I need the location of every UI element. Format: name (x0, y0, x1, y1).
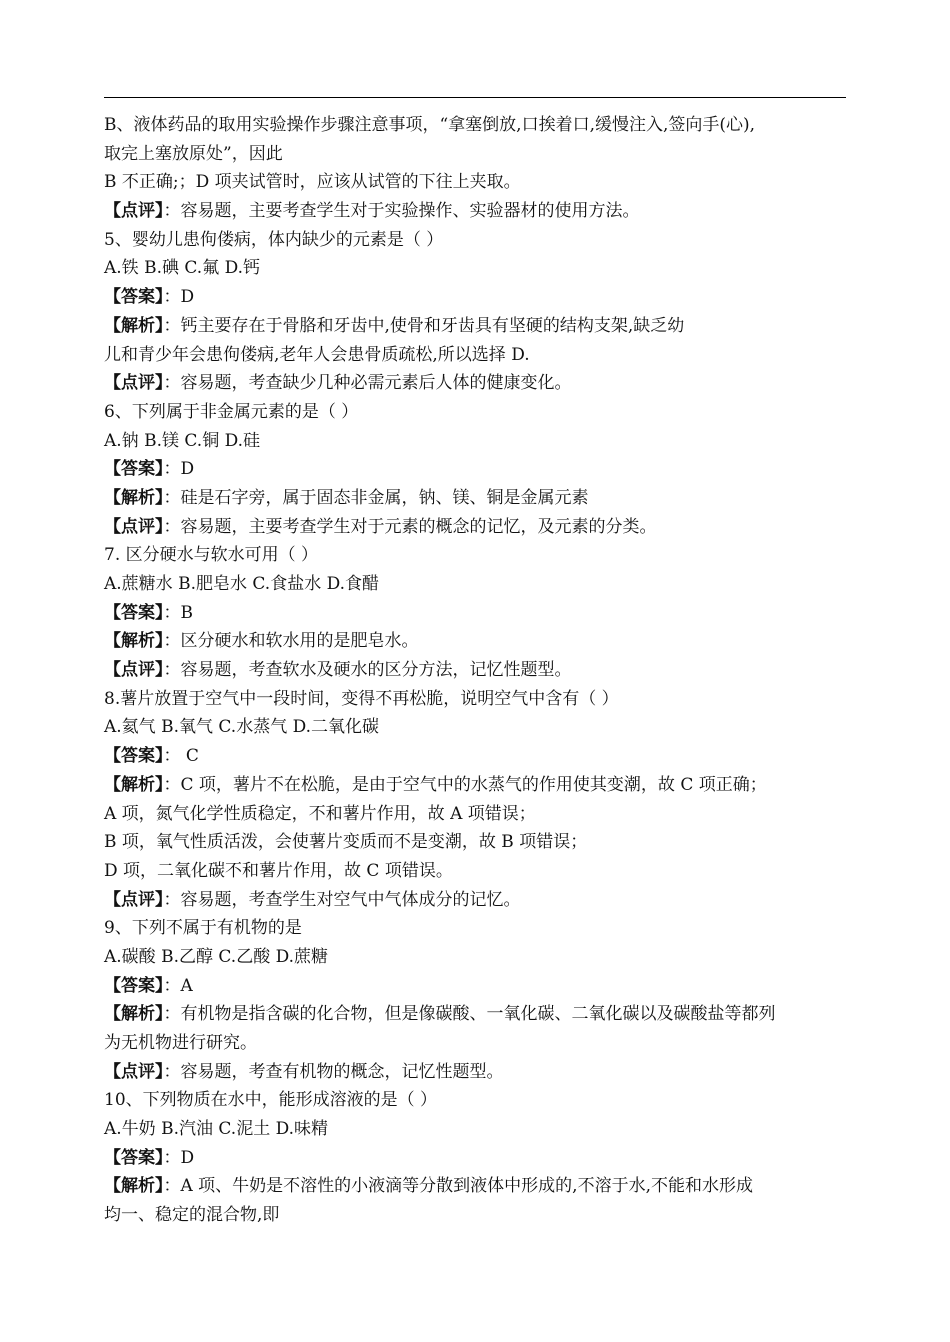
text-line: 【答案】： C (104, 746, 199, 767)
text-line: 【解析】：硅是石字旁，属于固态非金属，钠、镁、铜是金属元素 (104, 487, 589, 508)
text-line: 为无机物进行研究。 (104, 1033, 257, 1053)
text-line: 【点评】：容易题，主要考查学生对于元素的概念的记忆，及元素的分类。 (104, 516, 657, 537)
section-tag: 【解析】 (104, 1176, 164, 1197)
section-tag: 【答案】 (104, 746, 164, 767)
text-line: A.碳酸 B.乙醇 C.乙酸 D.蔗糖 (104, 946, 329, 967)
text-line: B 不正确;；D 项夹试管时，应该从试管的下往上夹取。 (104, 172, 521, 193)
text-line: 【点评】：容易题，考查有机物的概念，记忆性题型。 (104, 1061, 504, 1082)
text-line: 【点评】：容易题，考查软水及硬水的区分方法，记忆性题型。 (104, 660, 572, 681)
text-line: 【解析】：A 项、牛奶是不溶性的小液滴等分散到液体中形成的,不溶于水,不能和水形成 (104, 1176, 753, 1197)
text-line: 均一、稳定的混合物,即 (104, 1205, 280, 1226)
text-line: B、液体药品的取用实验操作步骤注意事项，“拿塞倒放,口挨着口,缓慢注入,签向手(心), (104, 115, 756, 135)
section-tag: 【点评】 (104, 889, 164, 910)
text-line: 【解析】：区分硬水和软水用的是肥皂水。 (104, 631, 419, 652)
text-line: 5、婴幼儿患佝偻病，体内缺少的元素是（ ） (104, 229, 444, 250)
section-tag: 【解析】 (104, 774, 164, 795)
text-line: 【解析】：C 项，薯片不在松脆，是由于空气中的水蒸气的作用使其变潮，故 C 项正确； (104, 774, 767, 795)
text-line: 7. 区分硬水与软水可用（ ） (104, 545, 319, 566)
section-tag: 【答案】 (104, 287, 164, 308)
text-line: A.蔗糖水 B.肥皂水 C.食盐水 D.食醋 (104, 574, 380, 594)
section-tag: 【答案】 (104, 602, 164, 623)
text-line: 【答案】：D (104, 287, 195, 308)
text-line: 10、下列物质在水中，能形成溶液的是（ ） (104, 1090, 438, 1111)
text-line: A.牛奶 B.汽油 C.泥土 D.味精 (104, 1119, 329, 1140)
text-line: 【点评】：容易题，考查缺少几种必需元素后人体的健康变化。 (104, 373, 572, 394)
text-line: B 项，氧气性质活泼，会使薯片变质而不是变潮，故 B 项错误； (104, 832, 588, 853)
section-tag: 【解析】 (104, 487, 164, 508)
text-line: 6、下列属于非金属元素的是（ ） (104, 401, 359, 422)
section-tag: 【解析】 (104, 1004, 164, 1025)
text-line: A 项，氮气化学性质稳定，不和薯片作用，故 A 项错误； (104, 803, 536, 824)
section-tag: 【点评】 (104, 1061, 164, 1082)
text-line: 8.薯片放置于空气中一段时间，变得不再松脆，说明空气中含有（ ） (104, 688, 619, 709)
text-line: A.钠 B.镁 C.铜 D.硅 (104, 430, 261, 451)
text-line: 【答案】：D (104, 1147, 195, 1168)
text-line: A.氦气 B.氧气 C.水蒸气 D.二氧化碳 (104, 717, 380, 738)
text-line: 【解析】：有机物是指含碳的化合物，但是像碳酸、一氧化碳、二氧化碳以及碳酸盐等都列 (104, 1004, 776, 1025)
section-tag: 【点评】 (104, 516, 164, 537)
section-tag: 【点评】 (104, 201, 164, 222)
text-line: 取完上塞放原处”，因此 (104, 143, 283, 164)
section-tag: 【解析】 (104, 315, 164, 336)
text-line: 【答案】：A (104, 975, 193, 996)
text-line: 【点评】：容易题，主要考查学生对于实验操作、实验器材的使用方法。 (104, 201, 640, 222)
text-line: 【点评】：容易题，考查学生对空气中气体成分的记忆。 (104, 889, 521, 910)
text-line: 儿和青少年会患佝偻病,老年人会患骨质疏松,所以选择 D. (104, 344, 530, 365)
section-tag: 【点评】 (104, 660, 164, 681)
document-body (104, 111, 854, 1230)
section-tag: 【答案】 (104, 1147, 164, 1168)
text-line: 【解析】：钙主要存在于骨胳和牙齿中,使骨和牙齿具有坚硬的结构支架,缺乏幼 (104, 315, 685, 336)
header-rule (104, 97, 846, 98)
text-line: 【答案】：B (104, 602, 193, 623)
section-tag: 【点评】 (104, 373, 164, 394)
text-line: 【答案】：D (104, 459, 195, 480)
text-line: D 项，二氧化碳不和薯片作用，故 C 项错误。 (104, 860, 453, 881)
text-line: A.铁 B.碘 C.氟 D.钙 (104, 258, 261, 279)
text-line: 9、下列不属于有机物的是 (104, 918, 302, 939)
section-tag: 【解析】 (104, 631, 164, 652)
section-tag: 【答案】 (104, 459, 164, 480)
section-tag: 【答案】 (104, 975, 164, 996)
